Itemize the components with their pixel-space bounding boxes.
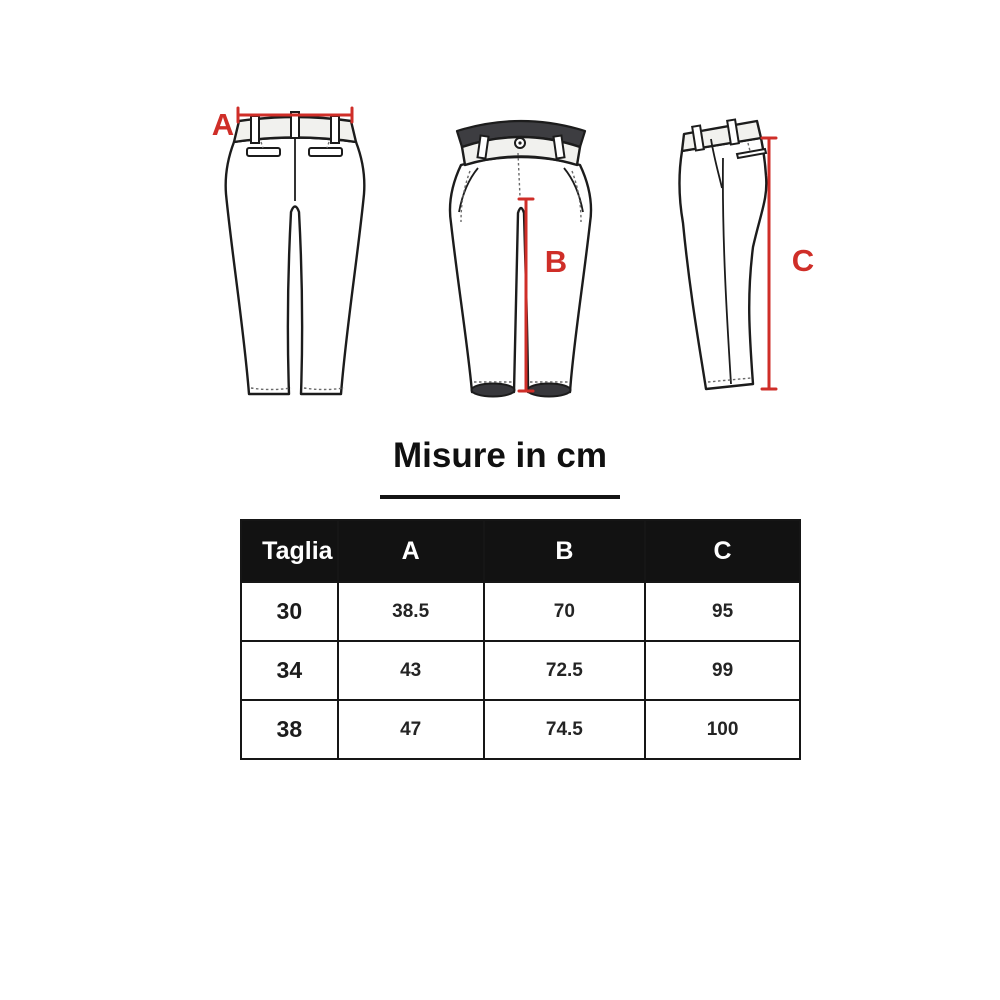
pants-front-view-drawing [450,121,591,397]
belt-loop [331,116,339,143]
cell-taglia: 34 [241,641,338,700]
cell-c: 99 [645,641,800,700]
cell-b: 72.5 [484,641,646,700]
header-cell-b: B [484,520,646,582]
pants-measurement-diagram [0,0,1000,430]
table-row-size-34 [241,641,800,700]
back-pocket [309,148,342,156]
cell-a: 38.5 [338,582,484,641]
pants-side-view-drawing [679,120,766,389]
pants-back-view-drawing [226,112,365,394]
back-pocket [247,148,280,156]
belt-loop [251,116,259,143]
belt-loop [478,136,489,159]
cell-c: 95 [645,582,800,641]
size-table [240,519,801,760]
measure-label-b: B [544,244,568,279]
belt-loop [554,136,565,159]
page-title: Misure in cm [393,436,607,475]
cell-a: 43 [338,641,484,700]
cell-taglia: 30 [241,582,338,641]
measure-line-c [762,138,814,389]
cell-c: 100 [645,700,800,759]
table-row-size-38 [241,700,800,759]
header-cell-c: C [645,520,800,582]
title-divider [380,495,620,499]
cell-b: 74.5 [484,700,646,759]
cell-a: 47 [338,700,484,759]
table-header-row [241,520,800,582]
measure-label-c: C [791,243,815,278]
cell-b: 70 [484,582,646,641]
header-cell-taglia: Taglia [241,520,338,582]
table-row-size-30 [241,582,800,641]
leg-hem [472,384,515,397]
measure-label-a: A [211,107,235,142]
header-cell-a: A [338,520,484,582]
cell-taglia: 38 [241,700,338,759]
